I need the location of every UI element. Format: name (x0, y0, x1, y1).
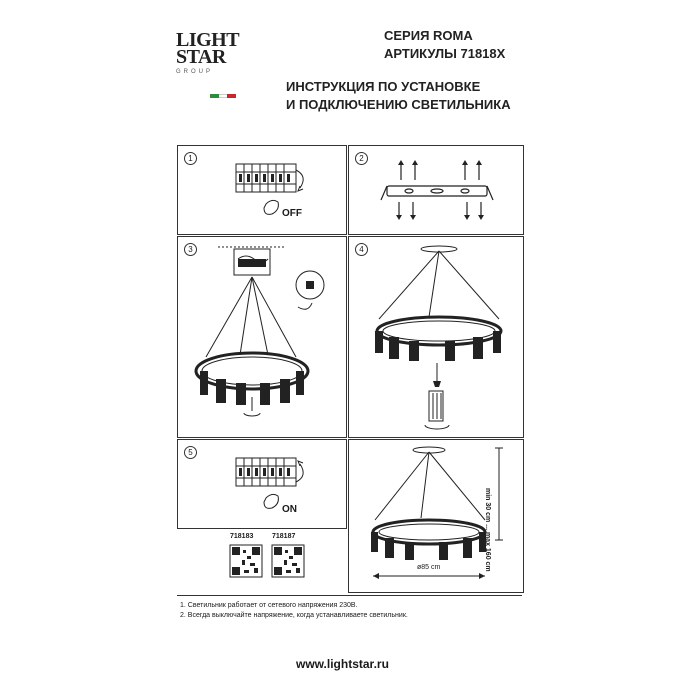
logo-text-line2: STAR (176, 46, 226, 68)
off-label: OFF (282, 208, 302, 219)
step-5-number: 5 (184, 446, 197, 459)
qr-code-label-1: 718183 (230, 533, 254, 540)
logo-text-line1: LIGHT (176, 29, 240, 51)
website-link[interactable]: www.lightstar.ru (296, 657, 389, 671)
terminal-block-switch-off-illustration (178, 146, 346, 234)
step-4-number: 4 (355, 243, 368, 256)
dimensions-panel (348, 439, 524, 593)
step-5-panel (177, 439, 347, 529)
logo-text-line3: GROUP (176, 69, 214, 75)
step-2-panel (348, 145, 524, 235)
instruction-title-line1: ИНСТРУКЦИЯ ПО УСТАНОВКЕ (286, 79, 481, 94)
articles-title: АРТИКУЛЫ 71818X (384, 46, 506, 61)
step-1-panel (177, 145, 347, 235)
note-1: 1. Светильник работает от сетевого напряжения 230В. (180, 602, 358, 609)
qr-code-label-2: 718187 (272, 533, 296, 540)
step-4-panel (348, 236, 524, 438)
bulb-installation-illustration (349, 237, 523, 437)
canopy-wiring-illustration (178, 237, 346, 437)
lightstar-logo (176, 29, 240, 104)
on-label: ON (282, 504, 297, 515)
note-2: 2. Всегда выключайте напряжение, когда устанавливаете светильник. (180, 612, 408, 619)
qr-code-718183[interactable] (230, 545, 262, 577)
step-2-number: 2 (355, 152, 368, 165)
italian-flag-icon (210, 94, 236, 98)
instruction-title-line2: И ПОДКЛЮЧЕНИЮ СВЕТИЛЬНИКА (286, 97, 511, 112)
notes-divider (177, 595, 522, 596)
qr-code-718187[interactable] (272, 545, 304, 577)
step-3-panel (177, 236, 347, 438)
mounting-bracket-illustration (349, 146, 523, 234)
diameter-dimension-label: ø85 cm (417, 564, 441, 571)
series-title: СЕРИЯ ROMA (384, 28, 473, 43)
step-3-number: 3 (184, 243, 197, 256)
terminal-block-switch-on-illustration (178, 440, 346, 528)
height-dimension-label: min 30 cm ... max 160 cm (484, 488, 491, 572)
step-1-number: 1 (184, 152, 197, 165)
